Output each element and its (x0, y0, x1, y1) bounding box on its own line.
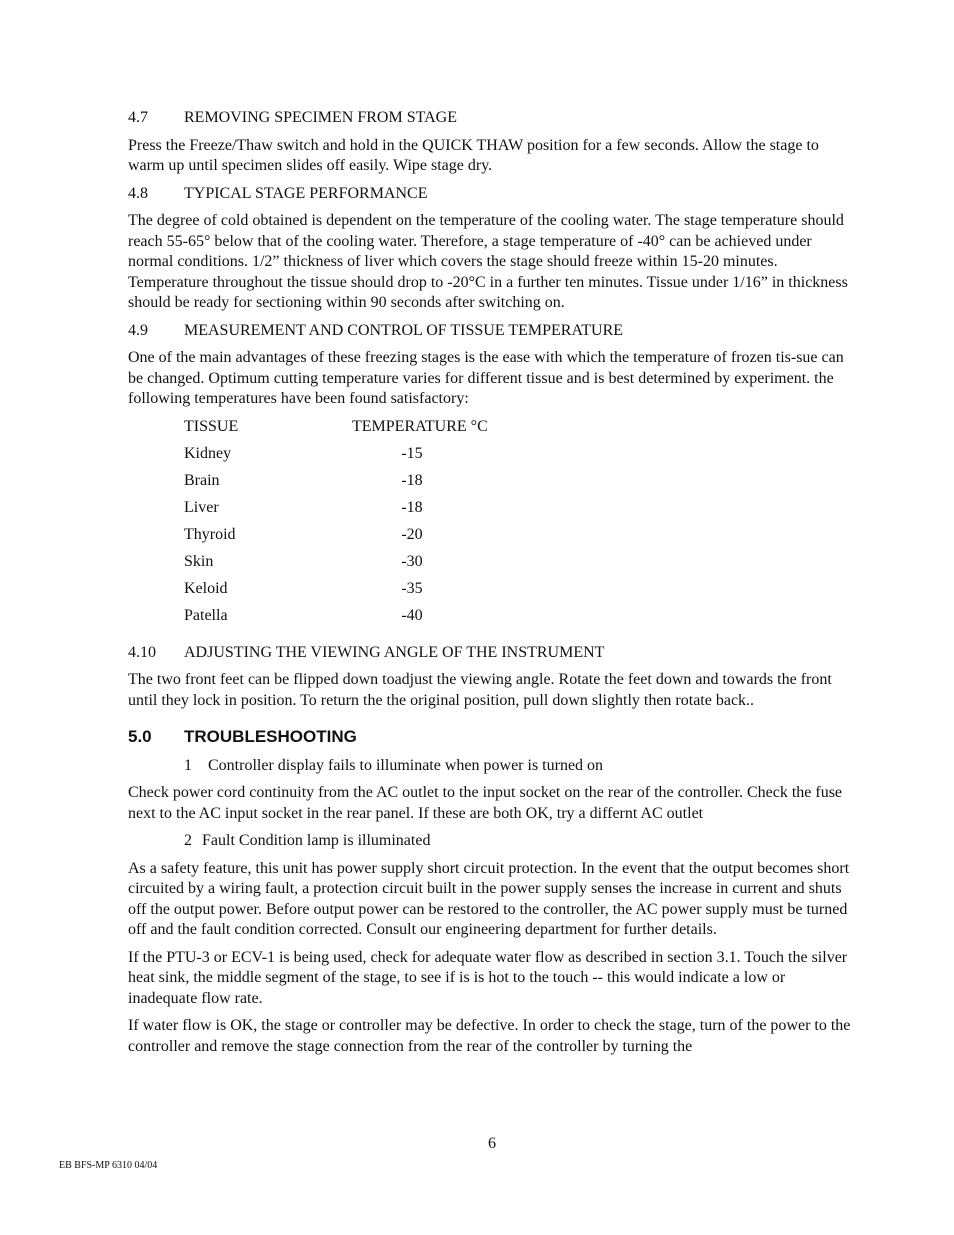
section-title: TYPICAL STAGE PERFORMANCE (184, 184, 428, 202)
item-text: Controller display fails to illuminate when power is turned on (208, 756, 604, 774)
tissue-cell: Skin (184, 552, 214, 570)
table-header-temperature: TEMPERATURE °C (352, 417, 488, 435)
troubleshooting-item-1 (184, 756, 858, 777)
tissue-cell: Patella (184, 606, 228, 624)
section-number: 4.10 (128, 643, 156, 661)
section-body-4-10: The two front feet can be flipped down toadjust the viewing angle. Rotate the feet down and towards the front until they lock in position. To return the the original position, pull down slightly then rotate back.. (128, 671, 832, 709)
page-number: 6 (488, 1135, 496, 1152)
document-footer: EB BFS-MP 6310 04/04 (59, 1160, 158, 1171)
document-page (128, 108, 858, 1064)
temperature-cell: -35 (401, 579, 423, 597)
item-number: 1 (184, 756, 192, 774)
troubleshooting-heading (128, 727, 858, 748)
troubleshooting-item-2 (184, 831, 858, 852)
section-body-4-8: The degree of cold obtained is dependent on the temperature of the cooling water. The stage temperature should reach 55-65° below that of the cooling water. Therefore, a stage temperature of -40° can be achieved under normal conditions. 1/2” thickness of liver which covers the stage should freeze within 15-20 minutes. Temperature throughout the tissue should drop to -20°C in a further ten minutes. Tissue under 1/16” in thickness should be ready for sectioning within 90 seconds after switching on. (128, 212, 848, 311)
table-row (184, 498, 858, 525)
temperature-cell: -18 (401, 471, 423, 489)
item-text: Fault Condition lamp is illuminated (202, 832, 431, 849)
tissue-cell: Thyroid (184, 525, 236, 543)
section-title: REMOVING SPECIMEN FROM STAGE (184, 109, 457, 126)
table-row (184, 444, 858, 471)
tissue-cell: Keloid (184, 579, 228, 597)
section-number: 4.9 (128, 321, 148, 339)
table-row (184, 552, 858, 579)
table-header-tissue: TISSUE (184, 417, 239, 435)
tissue-cell: Kidney (184, 444, 232, 462)
section-number: 4.8 (128, 184, 148, 202)
temperature-cell: -15 (401, 444, 423, 462)
temperature-cell: -18 (401, 498, 423, 516)
table-header-row (184, 417, 858, 444)
section-number: 5.0 (128, 727, 152, 746)
table-row (184, 471, 858, 498)
temperature-cell: -20 (401, 525, 423, 543)
troubleshooting-paragraph: As a safety feature, this unit has power supply short circuit protection. In the event that the output becomes short circuited by a wiring fault, a protection circuit built in the power supply senses the increase in current and shuts off the output power. Before output power can be restored to the controller, the AC power supply must be turned off and the fault condition corrected. Consult our engineering department for further details. (128, 859, 850, 938)
tissue-cell: Brain (184, 471, 220, 489)
troubleshooting-paragraph: If the PTU-3 or ECV-1 is being used, check for adequate water flow as described in section 3.1. Touch the silver heat sink, the middle segment of the stage, to see if is is hot to the touch -- this would indicate a low or inadequate flow rate. (128, 948, 848, 1007)
table-row (184, 606, 858, 633)
section-title: MEASUREMENT AND CONTROL OF TISSUE TEMPERATURE (184, 321, 624, 339)
tissue-temperature-table (184, 417, 858, 633)
temperature-cell: -40 (401, 606, 423, 624)
tissue-cell: Liver (184, 498, 219, 516)
table-row (184, 579, 858, 606)
troubleshooting-paragraph: If water flow is OK, the stage or controller may be defective. In order to check the stage, turn of the power to the controller and remove the stage connection from the rear of the controller by turning the (128, 1017, 851, 1055)
item-number: 2 (184, 832, 192, 849)
section-heading-4-8 (128, 184, 858, 205)
section-number: 4.7 (128, 109, 148, 126)
temperature-cell: -30 (401, 552, 423, 570)
table-row (184, 525, 858, 552)
troubleshooting-paragraph: Check power cord continuity from the AC outlet to the input socket on the rear of the controller. Check the fuse next to the AC input socket in the rear panel. If these are both OK, try a differnt AC outlet (128, 784, 843, 822)
section-heading-4-10 (128, 643, 858, 664)
section-body-4-9: One of the main advantages of these freezing stages is the ease with which the temperature of frozen tis-sue can be changed. Optimum cutting temperature varies for different tissue and is best determined by experiment. the following temperatures have been found satisfactory: (128, 349, 844, 407)
section-title: TROUBLESHOOTING (184, 727, 357, 746)
section-title: ADJUSTING THE VIEWING ANGLE OF THE INSTRUMENT (184, 643, 605, 661)
section-heading-4-7 (128, 108, 858, 129)
section-body-4-7: Press the Freeze/Thaw switch and hold in the QUICK THAW position for a few seconds. Allow the stage to warm up until specimen slides off easily. Wipe stage dry. (128, 136, 819, 174)
section-heading-4-9 (128, 321, 858, 342)
